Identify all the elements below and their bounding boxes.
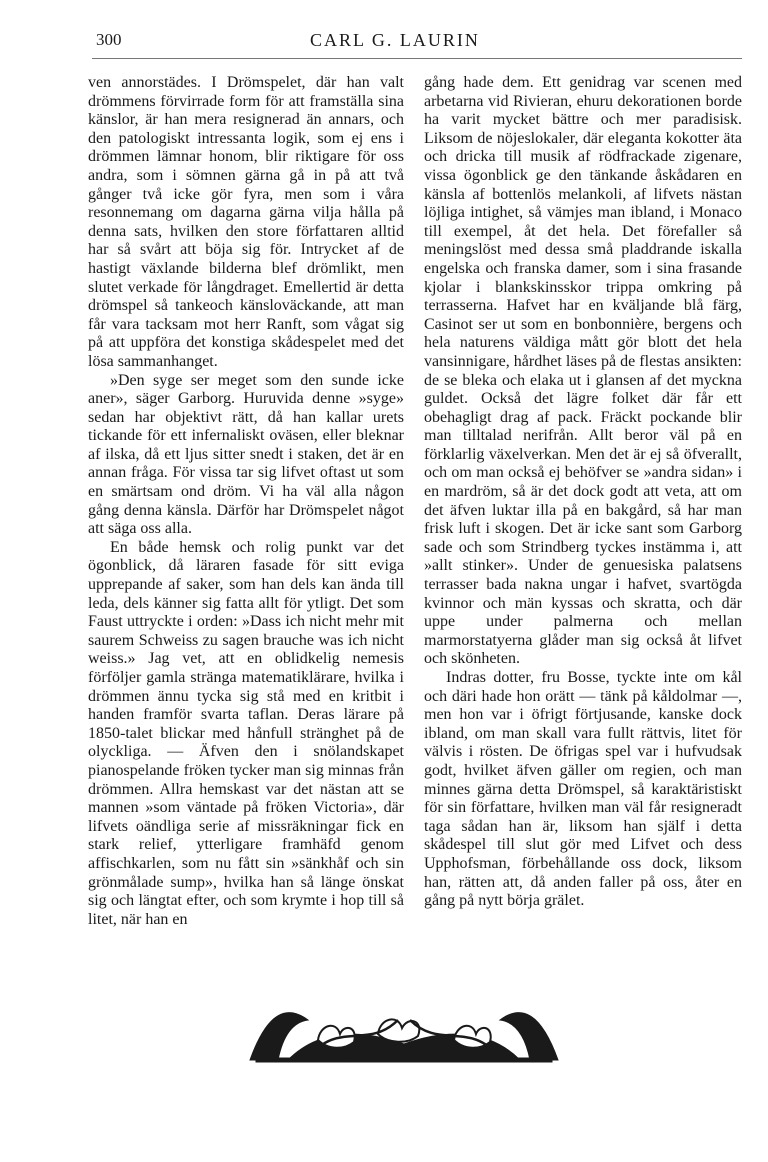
left-column xyxy=(88,74,404,929)
left-paragraph-3: En både hemsk och rolig punkt var det ögonblick, då läraren fasade för sitt eviga upprepande af saker, som han dels kan ända till leda, dels känner sig fatta allt för ytligt. Det som Faust uttryckte i orden: »Dass ich nicht mehr mit saurem Schweiss zu sagen brauche was ich nicht weiss.» Jag vet, att en oblidkelig nemesis förföljer gamla stränga matematiklärare, hvilka i drömmen ännu tycka sig stå med en kritbit i handen framför svarta taflan. Deras lärare på 1850-talet blickar med hånfull stränghet på de olyckliga. — Äfven den i snölandskapet pianospelande fröken tycker man sig minnas från drömmen. Allra hemskast var det nästan att se mannen »som väntade på fröken Victoria», där lifvets oändliga serie af missräkningar fick en stark relief, ytterligare framhäfd genom affischkarlen, som nu fått sin »sänkhåf och sin grönmålade sump», hvilka han så länge önskat sig och längtat efter, och som krymte i hop till så litet, när han en xyxy=(88,538,404,928)
right-paragraph-1: gång hade dem. Ett genidrag var scenen med arbetarna vid Rivieran, ehuru dekorationen borde ha varit mycket bättre och mer paradisisk. Liksom de nöjeslokaler, där eleganta kokotter äta och dricka till musik af rödfrackade zigenare, vissa ögonblick ge den tänkande åskådaren en känsla af bottenlös melankoli, af lifvets nästan löjliga intighet, så vämjes man ibland, i Monaco till exempel, åt det hela. Det förefaller så meningslöst med dessa små pladdrande iskalla engelska och franska damer, som i sina frasande kjolar i blankskinsskor trippa omkring på terrasserna. Hafvet har en kväljande blå färg, Casinot ser ut som en bonbonnière, bergens och hela naturens väldiga mått gör blott det hela vansinnigare, hårdhet läses på de flestas ansikten: de se bleka och elaka ut i glansen af det myckna guldet. Också det lägre folket där får ett obehagligt drag af pack. Fräckt pockande blir man tilltalad nerifrån. Allt beror väl på en förklarlig växelverkan. Men det är ej så öfverallt, och om man också ej behöfver se »andra sidan» i en mardröm, så är det dock godt att veta, att om det äfven luktar illa på en bakgård, så har man frisk luft i skogen. Det är icke sant som Garborg sade och som Strindberg tyckes instämma i, att »allt stinker». Under de genuesiska palatsens terrasser bada nakna ungar i hafvet, svartögda kvinnor och män kyssas och skratta, och där uppe under palmerna och mellan marmorstatyerna glåder man sig också åt lifvet och skönheten. xyxy=(424,74,742,668)
running-title: CARL G. LAURIN xyxy=(310,30,480,50)
left-paragraph-2: »Den syge ser meget som den sunde icke aner», säger Garborg. Huruvida denne »syge» sedan har objektivt rätt, då han kallar urets tickande för ett infernaliskt oväsen, eller bleknar af ilska, då ett ljus sitter snedt i staken, det är en annan fråga. För vissa tar sig lifvet oftast ut som en smärtsam ond dröm. Vi ha väl alla någon gång denna känsla. Därför har Drömspelet något att säga oss alla. xyxy=(88,371,404,538)
right-column xyxy=(424,74,742,911)
decorative-floral-tailpiece-icon xyxy=(248,1000,560,1064)
header-rule xyxy=(92,58,742,59)
left-paragraph-1: ven annorstädes. I Drömspelet, där han valt drömmens förvirrade form för att framställa sina känslor, är han mera resignerad än annars, och den patologiskt intressanta logik, som ej ens i drömmen lämnar honom, blir riktigare för oss andra, som i sömnen gärna gå in på att två gånger två icke gör fyra, men som i våra resonnemang om dagarna gärna vilja hålla på denna sats, hvilken den store författaren alltid har så svårt att böja sig för. Intrycket af de hastigt växlande bilderna blef drömlikt, men slutet verkade för långdraget. Emellertid är detta drömspel så tankeoch känsloväckande, att man får vara tacksam mot herr Ranft, som vågat sig på att uppföra det konstiga skådespelet med det lösa sammanhanget. xyxy=(88,74,404,370)
right-paragraph-2: Indras dotter, fru Bosse, tyckte inte om kål och däri hade hon orätt — tänk på kåldolmar —, men hon var i öfrigt förtjusande, kanske dock ibland, om man skall vara fullt rättvis, litet för välvis i rösten. De öfrigas spel var i hufvudsak godt, hvilket äfven gäller om regien, och man minnes gärna detta Drömspel, så karaktäristiskt för sin författare, hvilken man väl får resigneradt taga sådan han är, liksom han själf i detta skådespel till slut gör med Lifvet och dess Upphofsman, förbehållande oss dock, liksom han, rätten att, då anden faller på oss, åter en gång på nytt börja grälet. xyxy=(424,669,742,910)
page-number: 300 xyxy=(96,30,122,49)
